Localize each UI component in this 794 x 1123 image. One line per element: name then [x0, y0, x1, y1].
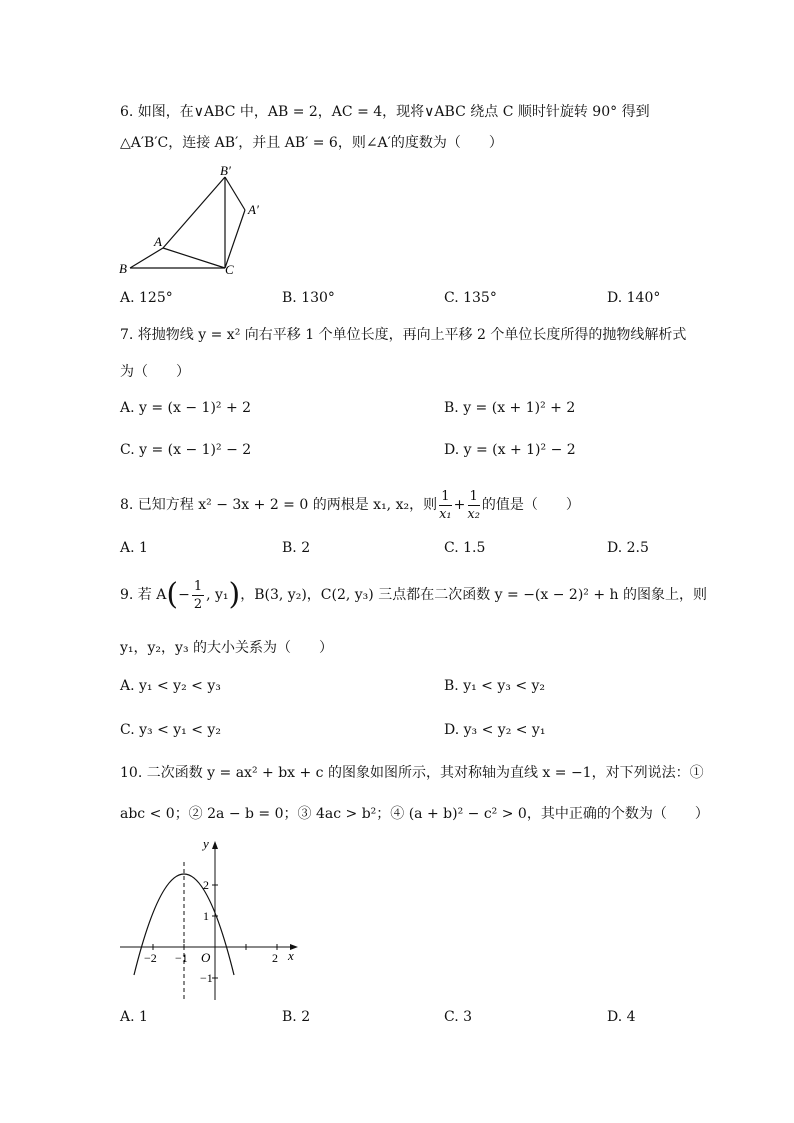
q9-stem-post: ，B(3, y₂)，C(2, y₃) 三点都在二次函数 y = −(x − 2)² + h 的图象上，则 — [240, 587, 707, 603]
label-c: C — [225, 262, 234, 277]
label-b-prime: B′ — [220, 163, 231, 178]
q10-x-tick-2: 2 — [272, 951, 278, 965]
q8-option-b: B. 2 — [282, 540, 311, 556]
q9-point-a-minus: − — [178, 587, 190, 603]
q9-stem-pre: 9. 若 A — [120, 587, 167, 603]
q7-option-b: B. y = (x + 1)² + 2 — [444, 400, 576, 416]
q7-option-d: D. y = (x + 1)² − 2 — [444, 442, 576, 458]
label-a: A — [154, 234, 162, 249]
q10-x-tick-neg1: −1 — [175, 951, 188, 965]
q9-stem — [120, 572, 707, 618]
q10-option-c: C. 3 — [444, 1009, 473, 1025]
q8-option-d: D. 2.5 — [607, 540, 649, 556]
label-b: B — [119, 261, 127, 276]
q10-x-tick-neg2: −2 — [144, 951, 157, 965]
label-a-prime: A′ — [248, 202, 259, 217]
q7-option-c: C. y = (x − 1)² − 2 — [120, 442, 252, 458]
q8-plus: + — [453, 497, 466, 513]
q6-option-b: B. 130° — [282, 290, 335, 306]
q10-y-tick-neg1: −1 — [200, 971, 213, 985]
q9-point-a: ( − $\frac{1}{2}$ , y₁ ) — [166, 577, 241, 612]
q7-stem-line2: 为（ ） — [120, 364, 190, 380]
q6-stem-line1: 6. 如图，在∨ABC 中，AB = 2，AC = 4，现将∨ABC 绕点 C 顺时针旋转 90° 得到 — [120, 104, 650, 120]
q8-option-c: C. 1.5 — [444, 540, 486, 556]
q10-graph — [110, 832, 310, 1007]
q6-option-a: A. 125° — [120, 290, 173, 306]
q9-option-d: D. y₃ < y₂ < y₁ — [444, 722, 546, 738]
q10-x-axis-label: x — [288, 948, 294, 963]
q10-y-axis-label: y — [203, 836, 209, 851]
q7-option-a: A. y = (x − 1)² + 2 — [120, 400, 252, 416]
q10-option-a: A. 1 — [120, 1009, 148, 1025]
q8-frac2-den: x₂ — [467, 506, 480, 522]
q9-point-a-rest: , y₁ — [206, 587, 229, 603]
q9-point-a-num: 1 — [193, 578, 203, 594]
q7-stem-line1: 7. 将抛物线 y = x² 向右平移 1 个单位长度，再向上平移 2 个单位长度所得的抛物线解析式 — [120, 327, 687, 343]
q9-option-b: B. y₁ < y₃ < y₂ — [444, 678, 546, 694]
q10-y-tick-1: 1 — [203, 909, 209, 923]
q9-stem-line2: y₁，y₂，y₃ 的大小关系为（ ） — [120, 640, 334, 656]
q8-fraction-1 — [439, 488, 452, 523]
q8-stem — [120, 483, 580, 527]
q6-option-d: D. 140° — [607, 290, 661, 306]
q8-stem-pre: 8. 已知方程 x² − 3x + 2 = 0 的两根是 x₁, x₂，则 — [120, 497, 438, 513]
q8-option-a: A. 1 — [120, 540, 148, 556]
q8-frac1-num: 1 — [441, 488, 450, 504]
q8-stem-post: 的值是（ ） — [481, 497, 580, 513]
q8-frac1-den: x₁ — [439, 506, 452, 522]
q9-point-a-fraction — [192, 578, 204, 613]
q6-option-c: C. 135° — [444, 290, 497, 306]
q8-frac2-num: 1 — [469, 488, 478, 504]
q10-y-tick-2: 2 — [203, 878, 209, 892]
q10-stem-line1: 10. 二次函数 y = ax² + bx + c 的图象如图所示，其对称轴为直线 x = −1，对下列说法：① — [120, 765, 704, 781]
q9-option-a: A. y₁ < y₂ < y₃ — [120, 678, 221, 694]
q10-option-d: D. 4 — [607, 1009, 636, 1025]
q10-origin-label: O — [201, 950, 211, 965]
q9-point-a-den: 2 — [193, 596, 203, 612]
q10-option-b: B. 2 — [282, 1009, 311, 1025]
q9-option-c: C. y₃ < y₁ < y₂ — [120, 722, 221, 738]
q10-stem-line2: abc < 0；② 2a − b = 0；③ 4ac > b²；④ (a + b)² − c² > 0，其中正确的个数为（ ） — [120, 806, 709, 822]
q6-stem-line2: △A′B′C，连接 AB′，并且 AB′ = 6，则∠A′的度数为（ ） — [120, 135, 503, 151]
q8-fraction-2 — [467, 488, 480, 523]
